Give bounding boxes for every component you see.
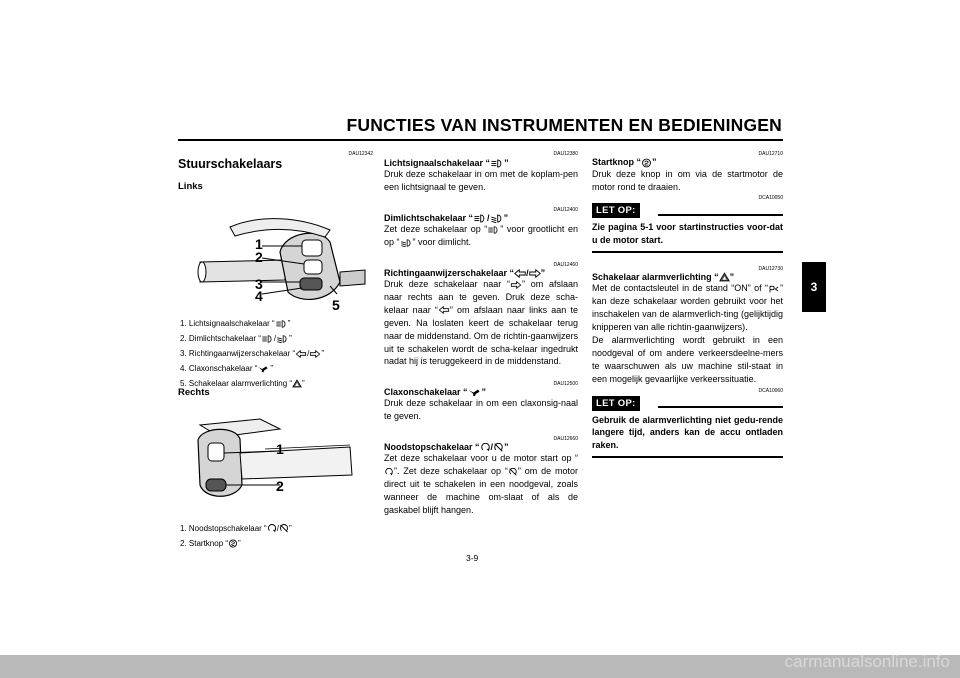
- left-caption: [180, 316, 375, 391]
- note-code: DCA10050: [758, 195, 783, 202]
- section-text: Met de contactsleutel in de stand “ON” of “ ” kan deze schakelaar worden gebruikt voor het inschakelen van de alarmverlich-ting (gelijktijdig knipperen van alle richtin-gaanwijzers).: [592, 283, 783, 332]
- callout-5: 5: [332, 297, 340, 313]
- turn-right-icon: [309, 350, 321, 358]
- section-code: DAU12500: [553, 381, 578, 388]
- section-text: Druk deze schakelaar in om een claxonsig-naal te geven.: [384, 398, 578, 422]
- page-header-title: FUNCTIES VAN INSTRUMENTEN EN BEDIENINGEN: [346, 115, 782, 135]
- right-caption: [180, 521, 375, 551]
- note-rule: [658, 214, 783, 215]
- callout-4: 4: [255, 288, 263, 304]
- high-beam-icon: [261, 335, 274, 343]
- start-icon: [228, 539, 238, 548]
- turn-right-icon: [510, 281, 522, 289]
- low-beam-icon: [400, 239, 413, 247]
- note-code: DCA10060: [758, 387, 783, 394]
- section-heading: Noodstopschakelaar “ / ”: [384, 442, 509, 453]
- engine-run-icon: [267, 524, 277, 533]
- callout-right-1: 1: [276, 441, 284, 457]
- note-text: Gebruik de alarmverlichting niet gedu-rende langere tijd, anders kan de accu ontladen raken.: [592, 414, 783, 451]
- callout-3: 3: [255, 276, 263, 292]
- parking-icon: [768, 285, 780, 293]
- section-text: Druk deze knop in om via de startmotor de motor rond te draaien.: [592, 168, 783, 192]
- note-end-rule: [592, 251, 783, 252]
- engine-run-icon: [480, 443, 491, 452]
- chapter-tab: 3: [802, 262, 826, 312]
- low-beam-icon: [490, 214, 504, 223]
- section-heading: Schakelaar alarmverlichting “ ”: [592, 271, 735, 282]
- caption-item: 3. Richtingaanwijzerschakelaar “ / ”: [180, 349, 325, 358]
- callout-2: 2: [255, 249, 263, 265]
- left-handlebar-illustration: [190, 212, 370, 312]
- callout-right-2: 2: [276, 478, 284, 494]
- note-header: [592, 203, 783, 218]
- note-label: LET OP:: [592, 203, 640, 218]
- page-number: 3-9: [466, 553, 479, 563]
- high-beam-icon: [487, 226, 500, 234]
- subsection-title-rechts: Rechts: [178, 387, 210, 398]
- section-title: Stuurschakelaars: [178, 157, 283, 171]
- engine-stop-icon: [279, 524, 289, 533]
- headlight-flash-icon: [490, 159, 504, 168]
- turn-left-icon: [295, 350, 307, 358]
- section-code: DAU12400: [553, 206, 578, 213]
- note-end-rule: [592, 456, 783, 457]
- section-heading: Dimlichtschakelaar “ / ”: [384, 212, 509, 223]
- section-heading: Claxonschakelaar “ ”: [384, 387, 487, 398]
- right-handlebar-illustration: [180, 415, 360, 515]
- section-code: DAU12342: [348, 151, 373, 157]
- turn-left-icon: [514, 269, 526, 278]
- section-code: DAU12710: [758, 151, 783, 157]
- headlight-flash-icon: [275, 320, 288, 328]
- caption-item: 2. Dimlichtschakelaar “ / ”: [180, 334, 292, 343]
- section-text: Druk deze schakelaar naar “ ” om afslaan naar rechts aan te geven. Druk deze scha-kelaar naar “ ” om afslaan naar links aan te geven. Na loslaten keert de schakelaar terug naar de middenstand. Om de richtin-gaanwijzers uit te schakelen wordt de scha-kelaar ingedrukt nadat hij is teruggekeerd in de middenstand.: [384, 279, 578, 367]
- section-heading: Lichtsignaalschakelaar “ ”: [384, 158, 509, 168]
- turn-left-icon: [438, 306, 450, 314]
- section-code: DAU12380: [553, 151, 578, 157]
- caption-item: 1. Noodstopschakelaar “ / ”: [180, 524, 292, 533]
- horn-icon: [257, 365, 270, 373]
- turn-right-icon: [529, 269, 541, 278]
- section-heading: Startknop “ ”: [592, 157, 657, 167]
- note-rule: [658, 406, 783, 407]
- engine-stop-icon: [493, 443, 504, 452]
- high-beam-icon: [473, 214, 487, 223]
- subsection-title-links: Links: [178, 181, 203, 192]
- section-code: DAU12660: [553, 436, 578, 443]
- start-icon: [641, 158, 652, 168]
- low-beam-icon: [276, 335, 289, 343]
- column-2: [384, 151, 578, 517]
- callout-1: 1: [255, 236, 263, 252]
- section-heading: Richtingaanwijzerschakelaar “ / ”: [384, 267, 546, 278]
- section-text: De alarmverlichting wordt gebruikt in een noodgeval of om andere verkeersdeelne-mers te waarschuwen als uw machine stil-staat in een mogelijk gevaarlijke verkeerssituatie.: [592, 334, 783, 384]
- engine-stop-icon: [508, 468, 518, 476]
- section-text: Zet deze schakelaar op “ ” voor grootlicht en op “ ” voor dimlicht.: [384, 224, 578, 247]
- caption-item: 1. Lichtsignaalschakelaar “ ”: [180, 319, 291, 328]
- hazard-icon: [292, 379, 302, 388]
- column-3: [592, 151, 783, 458]
- header-rule: [178, 139, 783, 141]
- watermark: carmanualsonline.info: [784, 652, 950, 671]
- caption-item: 4. Claxonschakelaar “ ”: [180, 364, 274, 373]
- engine-run-icon: [384, 468, 394, 476]
- caption-item: 2. Startknop “ ”: [180, 539, 241, 548]
- section-code: DAU12460: [553, 261, 578, 268]
- caption-item: 5. Schakelaar alarmverlichting “ ”: [180, 379, 305, 388]
- section-text: Zet deze schakelaar voor u de motor start op “”. Zet deze schakelaar op “ ” om de motor direct uit te schakelen in een noodgeval, zoals wanneer de machine om-slaat of als de gaskabel blijft hangen.: [384, 453, 578, 516]
- hazard-icon: [719, 272, 730, 282]
- section-text: Druk deze schakelaar in om met de koplam-pen een lichtsignaal te geven.: [384, 169, 578, 193]
- note-label: LET OP:: [592, 396, 640, 411]
- horn-icon: [468, 388, 482, 397]
- note-header: [592, 396, 783, 411]
- note-text: Zie pagina 5-1 voor startinstructies voor-dat u de motor start.: [592, 222, 783, 246]
- section-code: DAU12730: [758, 265, 783, 272]
